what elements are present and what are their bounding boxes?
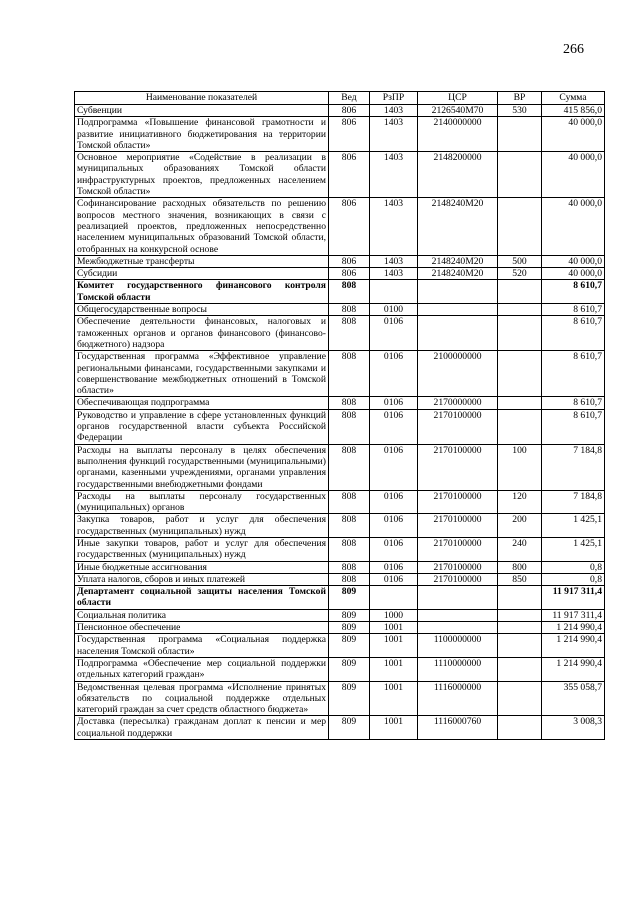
cell-name: Социальная политика [75,609,329,621]
cell-ved: 806 [329,255,370,267]
cell-name: Закупка товаров, работ и услуг для обеспечения государственных (муниципальных) нужд [75,514,329,538]
cell-vr [498,634,542,658]
cell-sum: 40 000,0 [542,152,605,198]
cell-csr: 2148200000 [418,152,498,198]
cell-rzpr: 0106 [370,397,418,409]
cell-ved: 808 [329,444,370,490]
cell-name: Государственная программа «Эффективное управление региональными финансами, государственными закупками и совершенствование межбюджетных отношений в Томской области» [75,351,329,397]
cell-ved: 809 [329,586,370,610]
cell-sum: 40 000,0 [542,268,605,280]
cell-sum: 8 610,7 [542,397,605,409]
cell-ved: 809 [329,681,370,716]
cell-ved: 808 [329,514,370,538]
cell-vr: 240 [498,537,542,561]
cell-rzpr: 1001 [370,716,418,740]
cell-sum: 40 000,0 [542,198,605,255]
table-row [75,304,605,316]
cell-csr: 2170000000 [418,397,498,409]
cell-vr: 520 [498,268,542,280]
cell-csr: 2170100000 [418,573,498,585]
cell-name: Субсидии [75,268,329,280]
cell-sum: 1 425,1 [542,537,605,561]
cell-sum: 0,8 [542,573,605,585]
table-row [75,117,605,152]
cell-rzpr: 0106 [370,537,418,561]
header-vr: ВР [498,92,542,105]
cell-csr: 1116000000 [418,681,498,716]
cell-vr [498,351,542,397]
cell-sum: 7 184,8 [542,444,605,490]
cell-rzpr: 1001 [370,681,418,716]
cell-vr [498,152,542,198]
cell-sum: 1 214 990,4 [542,657,605,681]
cell-sum: 415 856,0 [542,105,605,117]
cell-sum: 3 008,3 [542,716,605,740]
cell-sum: 8 610,7 [542,409,605,444]
table-row [75,198,605,255]
cell-vr [498,198,542,255]
table-header-row [75,92,605,105]
table-row [75,657,605,681]
cell-csr: 2170100000 [418,409,498,444]
cell-vr: 100 [498,444,542,490]
cell-csr: 2140000000 [418,117,498,152]
cell-sum: 8 610,7 [542,351,605,397]
cell-ved: 809 [329,657,370,681]
cell-csr: 1110000000 [418,657,498,681]
cell-vr: 530 [498,105,542,117]
table-row [75,255,605,267]
cell-csr: 2170100000 [418,514,498,538]
table-row [75,716,605,740]
cell-name: Иные закупки товаров, работ и услуг для обеспечения государственных (муниципальных) нужд [75,537,329,561]
cell-csr: 2170100000 [418,444,498,490]
cell-vr: 120 [498,490,542,514]
cell-rzpr: 1001 [370,657,418,681]
cell-vr [498,681,542,716]
cell-ved: 806 [329,152,370,198]
cell-rzpr: 0106 [370,351,418,397]
cell-ved: 806 [329,198,370,255]
cell-ved: 808 [329,397,370,409]
cell-vr [498,316,542,351]
cell-ved: 808 [329,304,370,316]
cell-rzpr: 0106 [370,514,418,538]
cell-sum: 1 425,1 [542,514,605,538]
table-row [75,561,605,573]
cell-csr: 2126540М70 [418,105,498,117]
cell-ved: 806 [329,117,370,152]
cell-csr [418,316,498,351]
cell-name: Общегосударственные вопросы [75,304,329,316]
cell-sum: 0,8 [542,561,605,573]
cell-vr [498,397,542,409]
cell-rzpr [370,586,418,610]
cell-ved: 806 [329,105,370,117]
cell-csr: 2170100000 [418,561,498,573]
table-row [75,409,605,444]
cell-csr [418,609,498,621]
table-row [75,351,605,397]
cell-name: Департамент социальной защиты населения Томской области [75,586,329,610]
cell-ved: 809 [329,609,370,621]
cell-csr [418,586,498,610]
table-row [75,280,605,304]
table-row [75,268,605,280]
cell-name: Софинансирование расходных обязательств по решению вопросов местного значения, возникающих в связи с реализацией проектов, предложенных непосредственно населением муниципальных образований Томской области, отобранных на конкурсной основе [75,198,329,255]
table-row [75,105,605,117]
cell-vr [498,117,542,152]
cell-csr [418,280,498,304]
cell-name: Иные бюджетные ассигнования [75,561,329,573]
table-row [75,397,605,409]
cell-name: Обеспечивающая подпрограмма [75,397,329,409]
table-row [75,444,605,490]
cell-rzpr: 0106 [370,444,418,490]
cell-ved: 806 [329,268,370,280]
table-row [75,622,605,634]
table-row [75,586,605,610]
cell-vr [498,622,542,634]
cell-vr: 500 [498,255,542,267]
cell-name: Государственная программа «Социальная поддержка населения Томской области» [75,634,329,658]
cell-name: Ведомственная целевая программа «Исполнение принятых обязательств по социальной поддержке отдельных категорий граждан за счет средств областного бюджета» [75,681,329,716]
cell-rzpr: 1403 [370,152,418,198]
cell-vr: 850 [498,573,542,585]
cell-sum: 11 917 311,4 [542,609,605,621]
cell-ved: 809 [329,622,370,634]
cell-rzpr: 0100 [370,304,418,316]
cell-name: Уплата налогов, сборов и иных платежей [75,573,329,585]
cell-sum: 8 610,7 [542,304,605,316]
cell-name: Пенсионное обеспечение [75,622,329,634]
cell-csr [418,304,498,316]
cell-name: Обеспечение деятельности финансовых, налоговых и таможенных органов и органов финансового (финансово-бюджетного) надзора [75,316,329,351]
table-row [75,634,605,658]
cell-sum: 8 610,7 [542,280,605,304]
cell-sum: 8 610,7 [542,316,605,351]
cell-vr [498,280,542,304]
cell-rzpr: 1403 [370,117,418,152]
cell-vr [498,409,542,444]
table-row [75,514,605,538]
cell-vr [498,304,542,316]
cell-rzpr: 1403 [370,198,418,255]
cell-name: Субвенции [75,105,329,117]
cell-vr: 800 [498,561,542,573]
table-row [75,573,605,585]
header-ved: Вед [329,92,370,105]
table-row [75,316,605,351]
cell-ved: 808 [329,409,370,444]
cell-name: Расходы на выплаты персоналу в целях обеспечения выполнения функций государственными (муниципальными) органами, казенными учреждениями, органами управления государственными внебюджетными фондами [75,444,329,490]
cell-ved: 808 [329,316,370,351]
cell-csr [418,622,498,634]
cell-sum: 40 000,0 [542,255,605,267]
cell-rzpr: 1001 [370,634,418,658]
cell-rzpr: 0106 [370,573,418,585]
cell-csr: 2100000000 [418,351,498,397]
cell-rzpr: 1001 [370,622,418,634]
cell-csr: 1116000760 [418,716,498,740]
cell-csr: 2148240М20 [418,255,498,267]
cell-rzpr: 1403 [370,105,418,117]
cell-rzpr [370,280,418,304]
cell-ved: 808 [329,490,370,514]
header-csr: ЦСР [418,92,498,105]
budget-table [74,91,605,740]
cell-name: Руководство и управление в сфере установленных функций органов государственной власти субъекта Российской Федерации [75,409,329,444]
cell-vr [498,716,542,740]
cell-csr: 1100000000 [418,634,498,658]
cell-sum: 11 917 311,4 [542,586,605,610]
cell-rzpr: 0106 [370,409,418,444]
cell-rzpr: 1403 [370,255,418,267]
cell-vr [498,586,542,610]
cell-ved: 808 [329,537,370,561]
cell-sum: 1 214 990,4 [542,622,605,634]
cell-rzpr: 0106 [370,316,418,351]
cell-ved: 808 [329,561,370,573]
cell-csr: 2148240М20 [418,198,498,255]
cell-sum: 1 214 990,4 [542,634,605,658]
cell-name: Расходы на выплаты персоналу государственных (муниципальных) органов [75,490,329,514]
cell-sum: 355 058,7 [542,681,605,716]
cell-ved: 808 [329,280,370,304]
table-row [75,152,605,198]
table-row [75,490,605,514]
cell-rzpr: 0106 [370,490,418,514]
header-rzpr: РзПР [370,92,418,105]
cell-sum: 7 184,8 [542,490,605,514]
cell-csr: 2170100000 [418,490,498,514]
cell-ved: 809 [329,716,370,740]
cell-ved: 809 [329,634,370,658]
cell-ved: 808 [329,351,370,397]
header-sum: Сумма [542,92,605,105]
cell-vr: 200 [498,514,542,538]
cell-ved: 808 [329,573,370,585]
cell-sum: 40 000,0 [542,117,605,152]
cell-csr: 2148240М20 [418,268,498,280]
cell-vr [498,609,542,621]
cell-name: Межбюджетные трансферты [75,255,329,267]
page-number: 266 [563,42,584,57]
cell-vr [498,657,542,681]
cell-name: Доставка (пересылка) гражданам доплат к пенсии и мер социальной поддержки [75,716,329,740]
cell-name: Основное мероприятие «Содействие в реализации в муниципальных образованиях Томской области инфраструктурных проектов, предложенных населением Томской области» [75,152,329,198]
table-row [75,609,605,621]
cell-name: Подпрограмма «Повышение финансовой грамотности и развитие инициативного бюджетирования на территории Томской области» [75,117,329,152]
cell-rzpr: 0106 [370,561,418,573]
table-row [75,681,605,716]
cell-rzpr: 1403 [370,268,418,280]
cell-name: Подпрограмма «Обеспечение мер социальной поддержки отдельных категорий граждан» [75,657,329,681]
table-row [75,537,605,561]
table-body [75,105,605,740]
cell-rzpr: 1000 [370,609,418,621]
header-name: Наименование показателей [75,92,329,105]
cell-csr: 2170100000 [418,537,498,561]
cell-name: Комитет государственного финансового контроля Томской области [75,280,329,304]
